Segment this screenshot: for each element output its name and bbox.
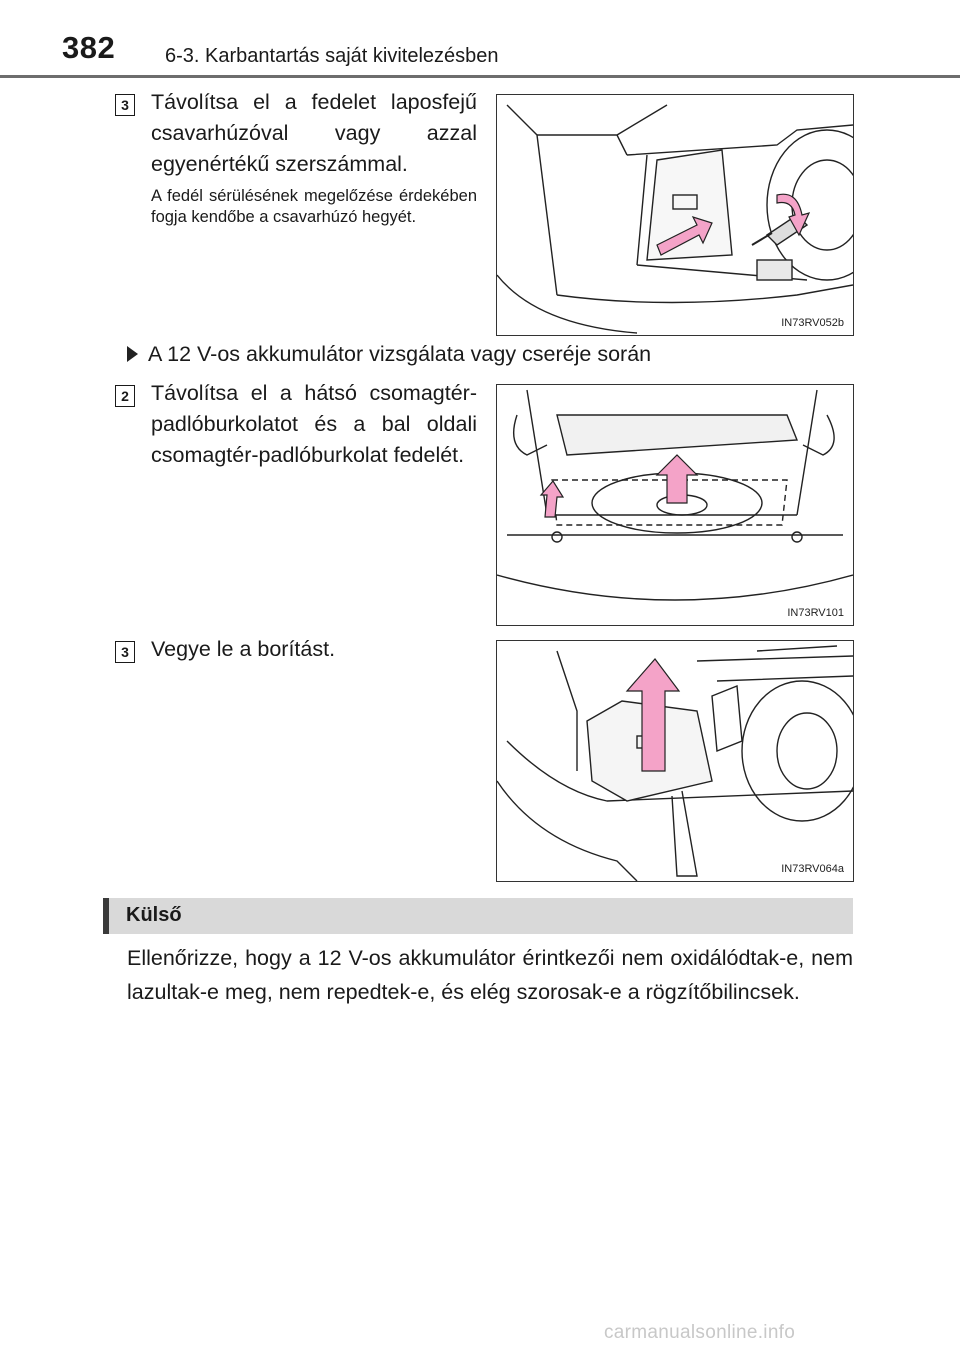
step-number-badge: 2 — [115, 385, 135, 407]
illustration-battery-cover — [497, 641, 853, 881]
step-instruction: Távolítsa el a hátsó csomagtér-padlóburkolatot és a bal oldali csomagtér-padlóburkolat fedelét. — [151, 381, 477, 467]
step-note: A fedél sérülésének megelőzése érdekében fogja kendőbe a csavarhúzó hegyét. — [151, 187, 477, 226]
step-instruction: Távolítsa el a fedelet laposfejű csavarhúzóval vagy azzal egyenértékű szerszámmal. — [151, 90, 477, 176]
illustration-trunk-cover — [497, 95, 853, 335]
procedure-heading — [127, 342, 651, 367]
figure-floor-board-removal — [496, 384, 854, 626]
figure-cover-lift — [496, 640, 854, 882]
page-header — [0, 0, 960, 80]
figure-code: IN73RV101 — [787, 607, 844, 619]
step-number-badge: 3 — [115, 94, 135, 116]
triangle-bullet-icon — [127, 346, 138, 362]
watermark-text: carmanualsonline.info — [604, 1322, 796, 1343]
page-number: 382 — [62, 30, 116, 65]
subsection-paragraph: Ellenőrizze, hogy a 12 V-os akkumulátor érintkezői nem oxidálódtak-e, nem lazultak-e meg, nem repedtek-e, és elég szorosak-e a rögzítőbilincsek. — [127, 946, 853, 1004]
section-title: 6-3. Karbantartás saját kivitelezésben — [165, 45, 499, 67]
procedure-heading-text: A 12 V-os akkumulátor vizsgálata vagy cseréje során — [148, 342, 652, 366]
subsection-title: Külső — [126, 904, 182, 926]
figure-cover-removal — [496, 94, 854, 336]
step-number-badge: 3 — [115, 641, 135, 663]
step-instruction: Vegye le a borítást. — [151, 637, 336, 661]
header-divider — [0, 75, 960, 78]
figure-code: IN73RV052b — [781, 317, 844, 329]
subsection-heading — [103, 898, 853, 934]
illustration-open-trunk — [497, 385, 853, 625]
figure-code: IN73RV064a — [781, 863, 844, 875]
